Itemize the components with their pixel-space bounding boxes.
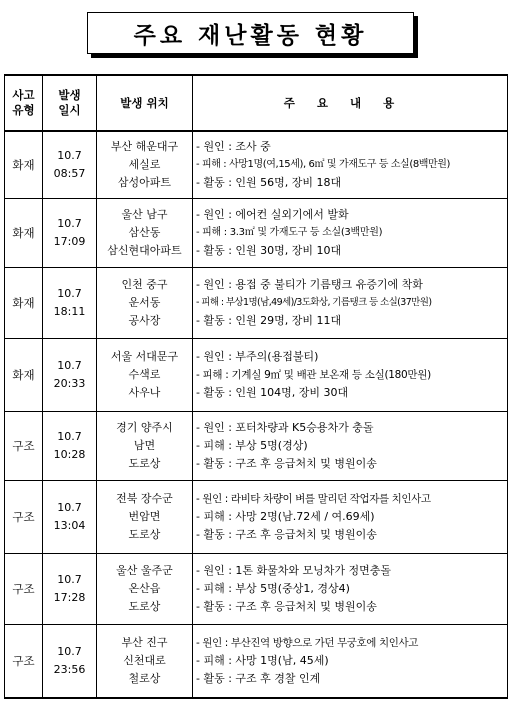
incident-type-cell: 화재 <box>5 267 43 338</box>
table-row <box>5 624 508 698</box>
details-cell: - 원인 : 부산진역 방향으로 가던 무궁호에 치인사고 - 피해 : 사망 1명(남, 45세) - 활동 : 구조 후 경찰 인계 <box>193 624 508 698</box>
occurrence-time-cell: 10.7 08:57 <box>43 131 97 198</box>
table-row <box>5 198 508 267</box>
table-row <box>5 553 508 624</box>
occurrence-time-cell: 10.7 20:33 <box>43 338 97 411</box>
page-title: 주요 재난활동 현황 <box>87 12 414 54</box>
disaster-activity-table <box>4 74 508 699</box>
header-main-content: 주요내용 <box>193 75 508 131</box>
details-cell: - 원인 : 1톤 화물차와 모닝차가 정면충돌 - 피해 : 부상 5명(중상1, 경상4) - 활동 : 구조 후 응급처치 및 병원이송 <box>193 553 508 624</box>
incident-type-cell: 화재 <box>5 198 43 267</box>
location-cell: 인천 중구 운서동 공사장 <box>97 267 193 338</box>
table-row <box>5 480 508 553</box>
details-cell: - 원인 : 라비타 차량이 벼를 말리던 작업자를 치인사고 - 피해 : 사망 2명(남.72세 / 여.69세) - 활동 : 구조 후 응급처치 및 병원이송 <box>193 480 508 553</box>
incident-type-cell: 화재 <box>5 131 43 198</box>
title-frame <box>87 12 414 54</box>
table-row <box>5 131 508 198</box>
location-cell: 경기 양주시 남면 도로상 <box>97 411 193 480</box>
incident-type-cell: 구조 <box>5 624 43 698</box>
details-cell: - 원인 : 포터차량과 K5승용차가 충돌 - 피해 : 부상 5명(경상) - 활동 : 구조 후 응급처치 및 병원이송 <box>193 411 508 480</box>
incident-type-cell: 구조 <box>5 553 43 624</box>
location-cell: 울산 남구 삼산동 삼신현대아파트 <box>97 198 193 267</box>
details-cell: - 원인 : 조사 중 - 피해 : 사망1명(여,15세), 6㎡ 및 가재도구 등 소실(8백만원) - 활동 : 인원 56명, 장비 18대 <box>193 131 508 198</box>
occurrence-time-cell: 10.7 13:04 <box>43 480 97 553</box>
incident-type-cell: 구조 <box>5 411 43 480</box>
occurrence-time-cell: 10.7 17:09 <box>43 198 97 267</box>
occurrence-time-cell: 10.7 17:28 <box>43 553 97 624</box>
occurrence-time-cell: 10.7 18:11 <box>43 267 97 338</box>
header-location: 발생 위치 <box>97 75 193 131</box>
table-row <box>5 411 508 480</box>
location-cell: 부산 해운대구 세실로 삼성아파트 <box>97 131 193 198</box>
header-incident-type: 사고 유형 <box>5 75 43 131</box>
table-row <box>5 338 508 411</box>
incident-type-cell: 구조 <box>5 480 43 553</box>
incident-type-cell: 화재 <box>5 338 43 411</box>
details-cell: - 원인 : 부주의(용접불티) - 피해 : 기계실 9㎡ 및 배관 보온재 등 소실(180만원) - 활동 : 인원 104명, 장비 30대 <box>193 338 508 411</box>
header-occurrence-time: 발생 일시 <box>43 75 97 131</box>
location-cell: 부산 진구 신천대로 철로상 <box>97 624 193 698</box>
occurrence-time-cell: 10.7 23:56 <box>43 624 97 698</box>
details-cell: - 원인 : 에어컨 실외기에서 발화 - 피해 : 3.3㎡ 및 가재도구 등 소실(3백만원) - 활동 : 인원 30명, 장비 10대 <box>193 198 508 267</box>
table-header-row <box>5 75 508 131</box>
location-cell: 울산 울주군 온산읍 도로상 <box>97 553 193 624</box>
location-cell: 전북 장수군 번암면 도로상 <box>97 480 193 553</box>
details-cell: - 원인 : 용접 중 불티가 기름탱크 유증기에 착화 - 피해 : 부상1명(남,49세)/3도화상, 기름탱크 등 소실(37만원) - 활동 : 인원 29명, 장비 11대 <box>193 267 508 338</box>
occurrence-time-cell: 10.7 10:28 <box>43 411 97 480</box>
table-row <box>5 267 508 338</box>
location-cell: 서울 서대문구 수색로 사우나 <box>97 338 193 411</box>
